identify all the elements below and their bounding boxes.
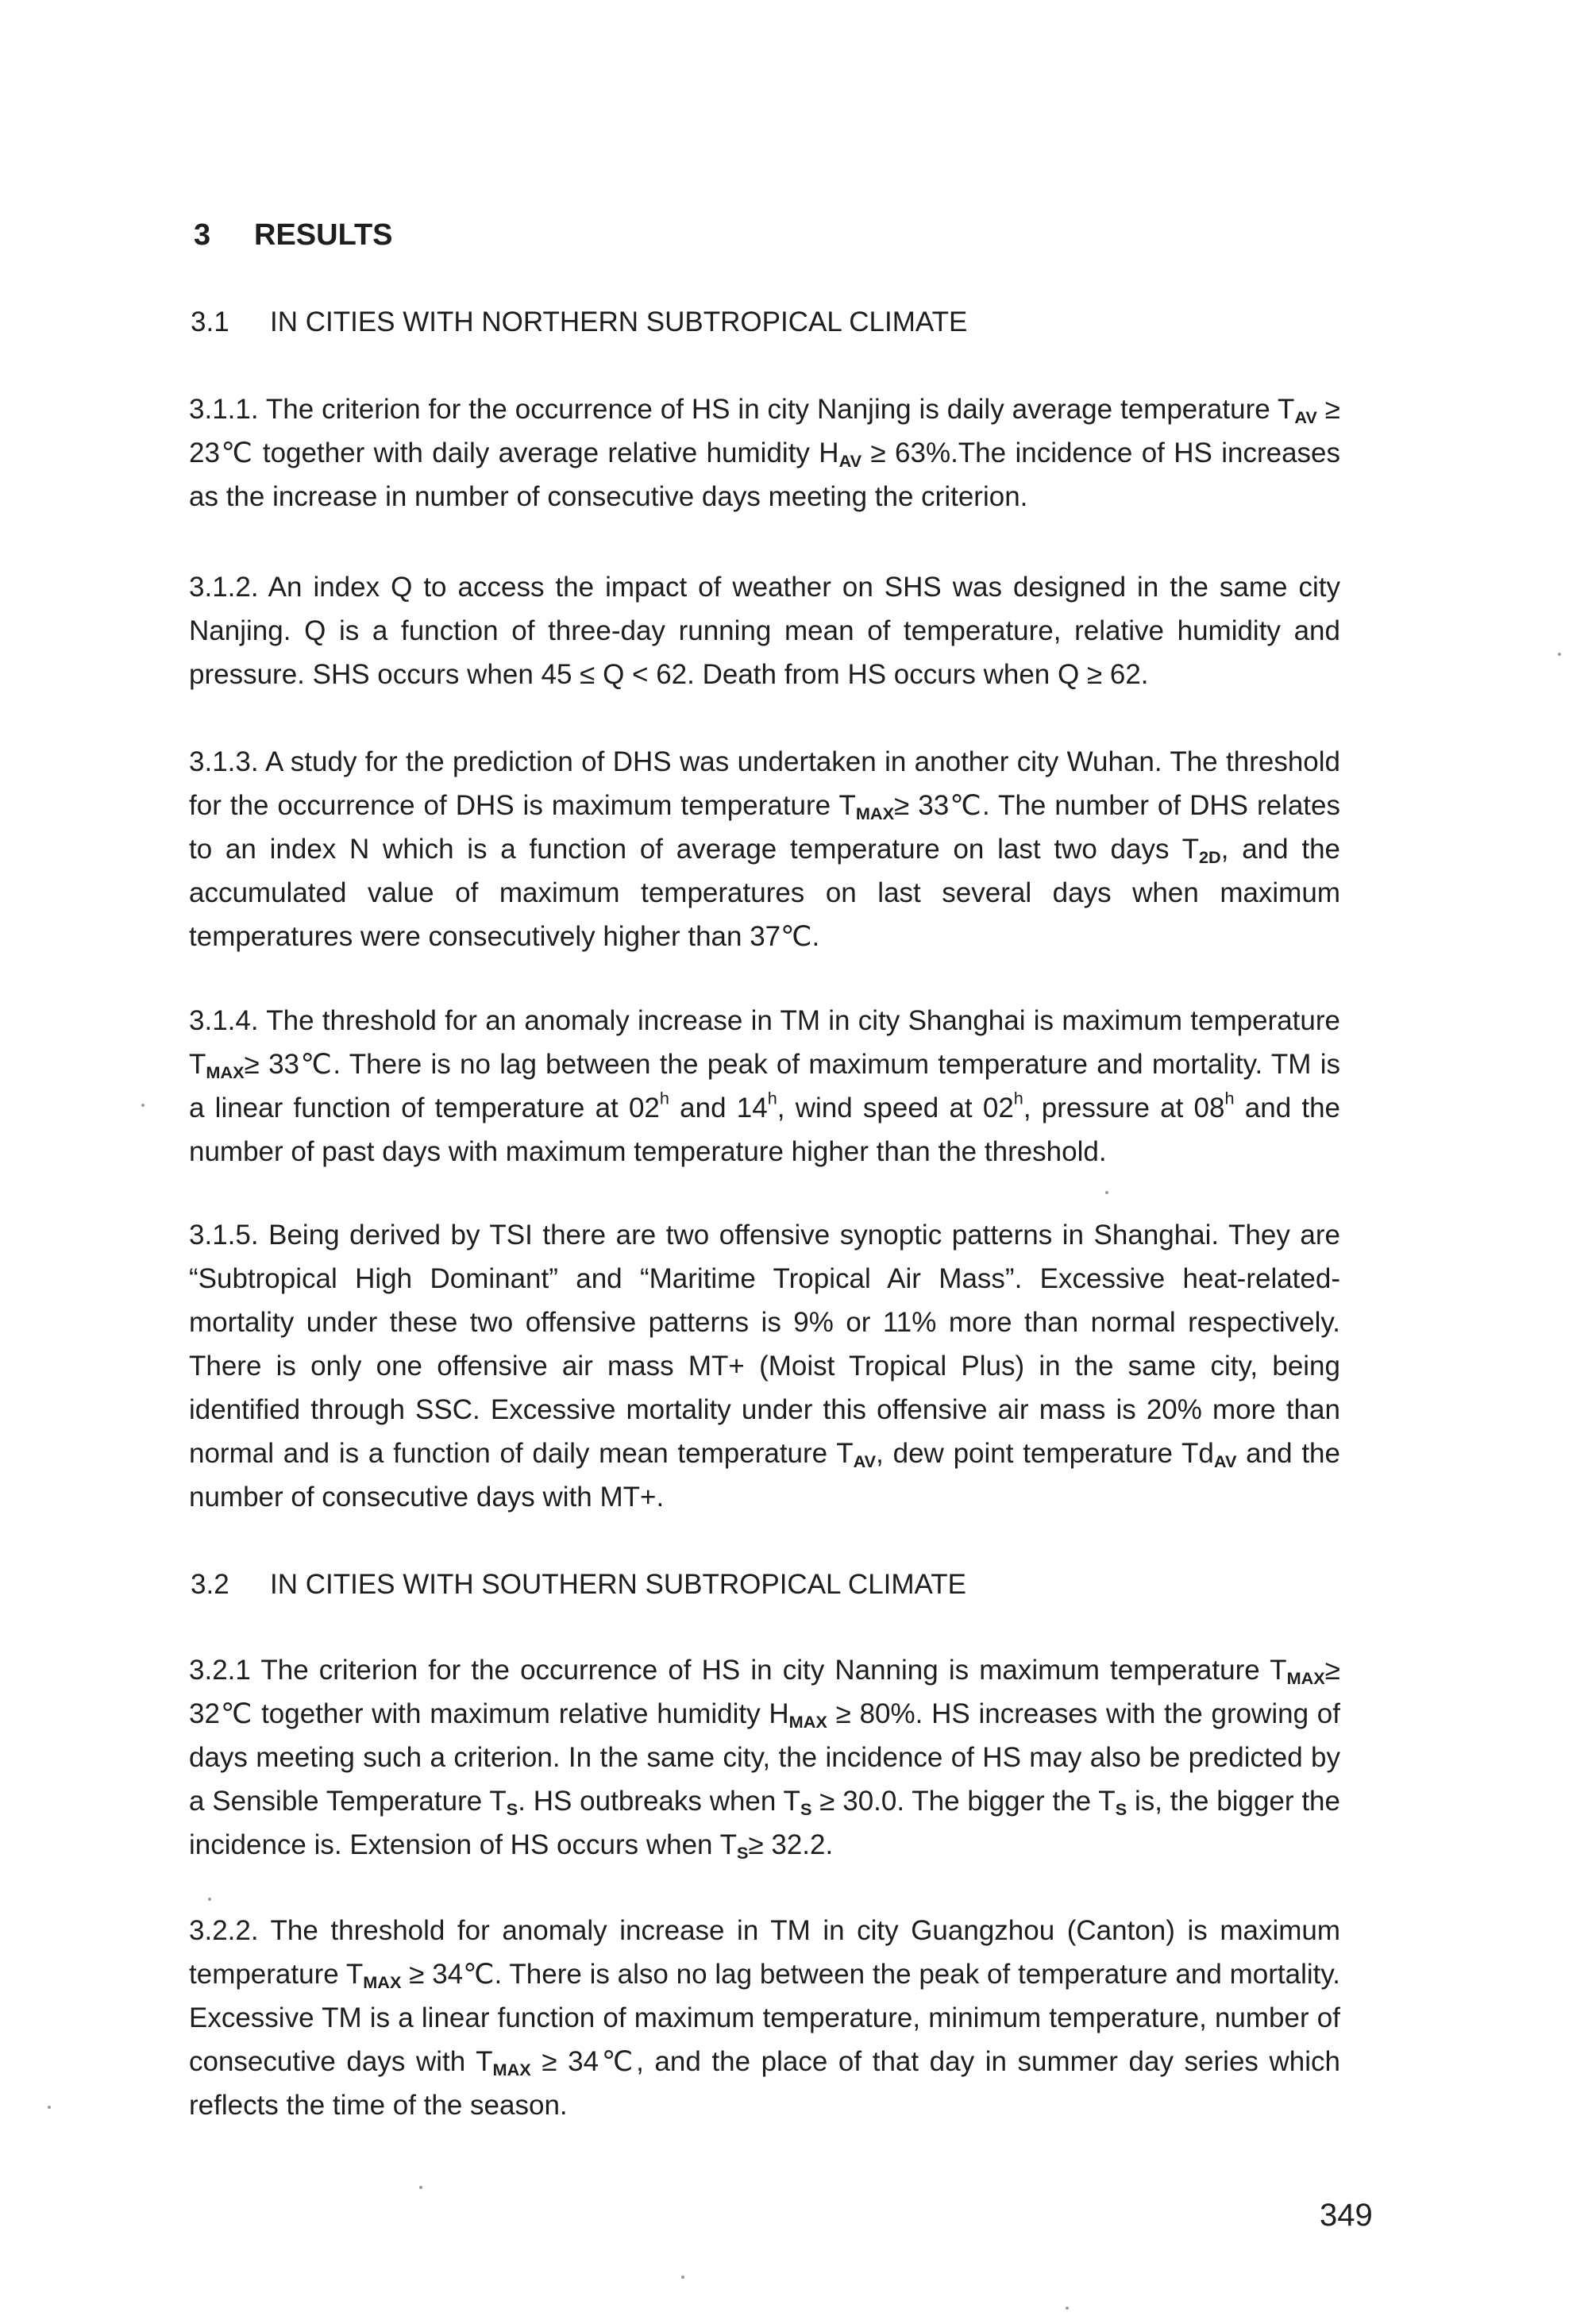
subsection-number: 3.2 [191, 1569, 229, 1600]
text-run: ≥ 34℃, and the place of that day in summer day series which reflects the time of the season. [189, 2046, 1340, 2121]
paragraph-number: 3.2.2. [189, 1915, 259, 1946]
subscript: MAX [206, 1062, 245, 1083]
paragraph-number: 3.2.1 [189, 1655, 251, 1686]
text-run: The criterion for the occurrence of HS in city Nanning is maximum temperature T [260, 1655, 1287, 1686]
text-run: The threshold for an anomaly increase in TM in city Shanghai is maximum temperature T [189, 1005, 1340, 1080]
scan-speck [141, 1104, 145, 1107]
text-run: A study for the prediction of DHS was undertaken in another city Wuhan. The threshold for the occurrence of DHS is maximum temperature T [189, 746, 1340, 821]
text-run: Being derived by TSI there are two offensive synoptic patterns in Shanghai. They are “Subtropical High Dominant” and “Maritime Tropical Air Mass”. Excessive heat-related-mortality under these two offensive patterns is 9% or 11% more than normal respectively. There is only one offensive air mass MT+ (Moist Tropical Plus) in the same city, being identified through SSC. Excessive mortality under this offensive air mass is 20% more than normal and is a function of daily mean temperature T [189, 1220, 1340, 1469]
text-run: An index Q to access the impact of weather on SHS was designed in the same city Nanjing. Q is a function of three-day running mean of temperature, relative humidity and pressure. SHS occurs when 45 ≤ Q < 62. Death from HS occurs when Q ≥ 62. [189, 572, 1340, 690]
text-run: The criterion for the occurrence of HS in city Nanjing is daily average temperature T [265, 394, 1295, 425]
text-run: ≥ 30.0. The bigger the T [811, 1786, 1116, 1817]
paragraph-3-1-3 [189, 740, 1340, 958]
subscript: MAX [1286, 1668, 1325, 1689]
superscript: h [1224, 1088, 1235, 1108]
subscript: AV [1294, 407, 1317, 428]
subscript: AV [1213, 1451, 1237, 1472]
subscript: MAX [855, 804, 895, 824]
superscript: h [767, 1088, 777, 1108]
text-run: The threshold for anomaly increase in TM in city Guangzhou (Canton) is maximum temperature T [189, 1915, 1340, 1990]
paragraph-3-1-1 [189, 387, 1340, 518]
section-title: RESULTS [254, 218, 393, 252]
subscript: S [1115, 1799, 1127, 1820]
text-run: and the number of consecutive days with MT+. [189, 1438, 1340, 1513]
text-run: , pressure at 08 [1023, 1093, 1225, 1123]
text-run: ≥ 33℃. The number of DHS relates to an index N which is a function of average temperature on last two days T [189, 790, 1340, 865]
subscript: S [506, 1799, 518, 1820]
subsection-number: 3.1 [191, 306, 229, 337]
text-run: , and the accumulated value of maximum temperatures on last several days when maximum temperatures were consecutively higher than 37℃. [189, 834, 1341, 952]
scan-speck [681, 2276, 684, 2279]
paragraph-3-2-1 [189, 1648, 1340, 1867]
subscript: AV [838, 451, 862, 472]
paragraph-3-2-2 [189, 1909, 1340, 2127]
page-number: 349 [1320, 2198, 1373, 2233]
subscript: AV [853, 1451, 877, 1472]
scan-speck [208, 1898, 211, 1901]
scan-speck [1558, 653, 1561, 656]
subscript: MAX [788, 1712, 827, 1732]
text-run: ≥ 80%. HS increases with the growing of days meeting such a criterion. In the same city, the incidence of HS may also be predicted by a Sensible Temperature T [189, 1698, 1340, 1817]
subscript: MAX [363, 1972, 402, 1993]
section-number: 3 [194, 218, 211, 252]
text-run: ≥ 34℃. There is also no lag between the peak of temperature and mortality. Excessive TM is a linear function of maximum temperature, minimum temperature, number of consecutive days with T [189, 1959, 1340, 2077]
superscript: h [659, 1088, 669, 1108]
text-run: is, the bigger the incidence is. Extension of HS occurs when T [189, 1786, 1340, 1860]
text-run: ≥ 33℃. There is no lag between the peak of maximum temperature and mortality. TM is a linear function of temperature at 02 [189, 1049, 1340, 1123]
subsection-title: IN CITIES WITH NORTHERN SUBTROPICAL CLIMATE [270, 306, 968, 337]
paragraph-3-1-5 [189, 1213, 1340, 1519]
scan-speck [419, 2186, 422, 2189]
subscript: S [736, 1843, 749, 1863]
text-run: and 14 [669, 1093, 768, 1123]
paragraph-3-1-4 [189, 999, 1340, 1174]
text-run: ≥ 32℃ together with maximum relative humidity H [189, 1655, 1340, 1729]
paragraph-3-1-2 [189, 565, 1340, 696]
text-run: , wind speed at 02 [777, 1093, 1014, 1123]
subscript: S [800, 1799, 812, 1820]
scan-speck [48, 2106, 51, 2109]
subscript: 2D [1199, 847, 1221, 868]
superscript: h [1013, 1088, 1023, 1108]
scan-speck [1105, 1191, 1108, 1194]
paragraph-number: 3.1.5. [189, 1220, 259, 1251]
text-run: ≥ 23℃ together with daily average relative humidity H [189, 394, 1341, 468]
scan-speck [1066, 2307, 1069, 2310]
paragraph-number: 3.1.4. [189, 1005, 259, 1036]
paragraph-number: 3.1.1. [189, 394, 259, 425]
section-heading [194, 213, 393, 257]
text-run: , dew point temperature Td [876, 1438, 1214, 1469]
text-run: . HS outbreaks when T [518, 1786, 800, 1817]
text-run: ≥ 32.2. [748, 1829, 834, 1860]
subsection-heading-3-2 [191, 1563, 966, 1606]
subsection-title: IN CITIES WITH SOUTHERN SUBTROPICAL CLIMATE [270, 1569, 967, 1600]
text-run: and the number of past days with maximum temperature higher than the threshold. [189, 1093, 1341, 1167]
paragraph-number: 3.1.2. [189, 572, 259, 603]
subscript: MAX [492, 2060, 531, 2080]
text-run: ≥ 63%.The incidence of HS increases as the increase in number of consecutive days meeting the criterion. [189, 437, 1341, 512]
subsection-heading-3-1 [191, 300, 967, 344]
paragraph-number: 3.1.3. [189, 746, 259, 777]
